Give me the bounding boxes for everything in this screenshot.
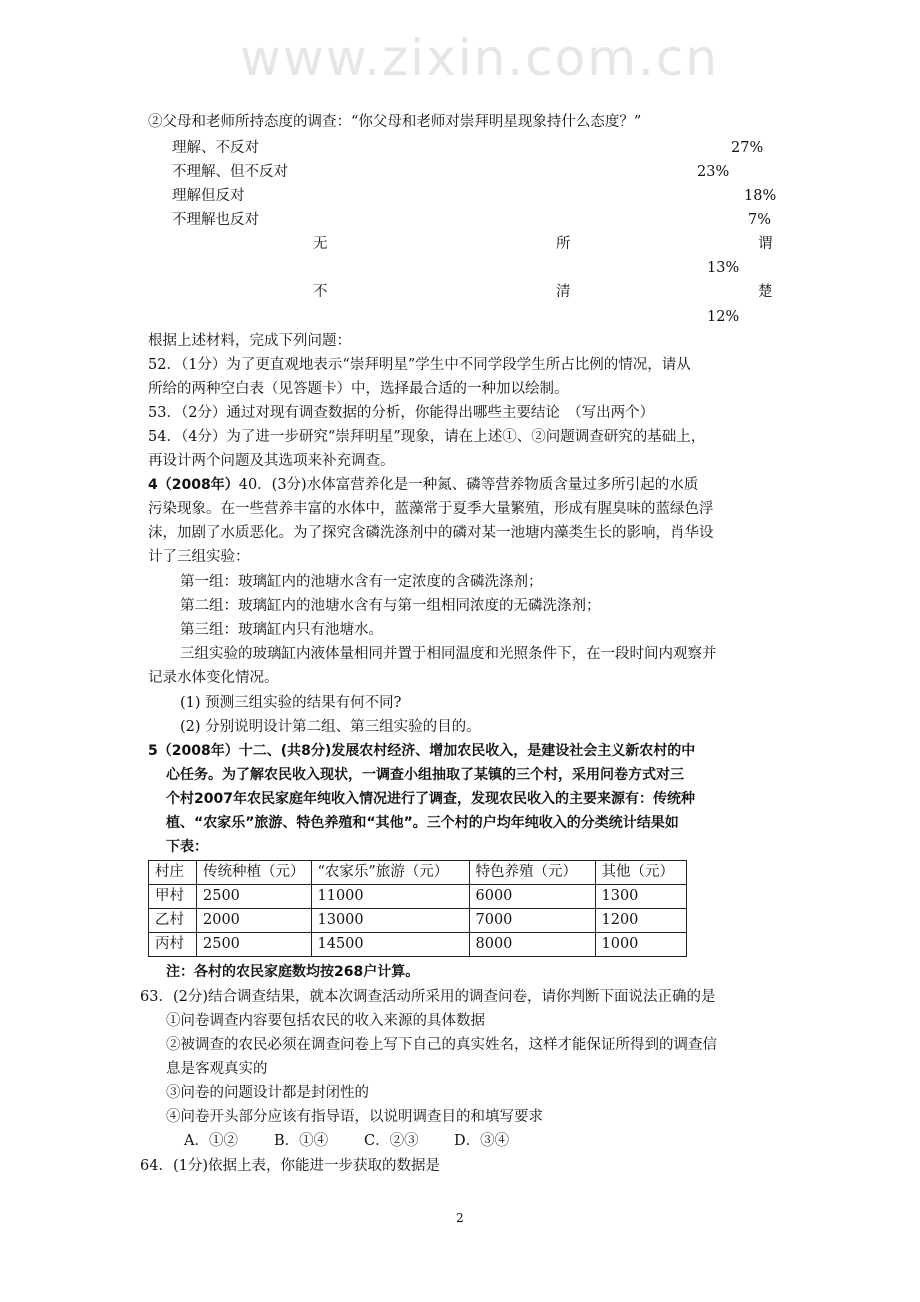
q63-stem: 63．(2分)结合调查结果，就本次调查活动所采用的调查问卷，请你判断下面说法正确的是 (140, 989, 716, 1005)
p4-line: 40．(3分)水体富营养化是一种氮、磷等营养物质含量过多所引起的水质 (238, 477, 699, 493)
p4-question: (2) 分别说明设计第二组、第三组实验的目的。 (180, 719, 481, 735)
q63-choice-a: A．①② (184, 1133, 238, 1149)
table-note: 注：各村的农民家庭数均按268户计算。 (166, 964, 420, 980)
p5-line: 植、“农家乐”旅游、特色养殖和“其他”。三个村的户均年纯收入的分类统计结果如 (166, 815, 679, 831)
table-cell: 1300 (595, 885, 686, 909)
p5-line: 心任务。为了解农民收入现状，一调查小组抽取了某镇的三个村，采用问卷方式对三 (166, 767, 684, 783)
q64: 64．(1分)依据上表，你能进一步获取的数据是 (140, 1158, 440, 1174)
p4-line: 沫，加剧了水质恶化。为了探究含磷洗涤剂中的磷对某一池塘内藻类生长的影响，肖华设 (148, 525, 714, 541)
table-header: 村庄 (149, 861, 197, 885)
table-header: 特色养殖（元） (469, 861, 595, 885)
option-label: 理解、不反对 (172, 140, 259, 156)
option-pct: 18% (744, 188, 777, 204)
option-label: 不理解、但不反对 (172, 164, 288, 180)
p4-question: (1) 预测三组实验的结果有何不同? (180, 695, 402, 711)
table-cell: 乙村 (149, 909, 197, 933)
table-cell: 2500 (197, 885, 312, 909)
table-cell: 甲村 (149, 885, 197, 909)
watermark: www.zixin.com.cn (240, 29, 720, 87)
option-char: 无 (313, 236, 328, 252)
table-header: “农家乐”旅游（元） (311, 861, 469, 885)
q63-choice-c: C．②③ (364, 1133, 419, 1149)
q63-item: ③问卷的问题设计都是封闭性的 (166, 1085, 369, 1101)
p4-group: 第二组：玻璃缸内的池塘水含有与第一组相同浓度的无磷洗涤剂； (180, 598, 601, 614)
option-pct: 13% (707, 260, 740, 276)
p4-cond: 记录水体变化情况。 (148, 670, 279, 686)
option-char: 清 (556, 284, 571, 300)
option-label: 不理解也反对 (172, 212, 259, 228)
p4-line: 污染现象。在一些营养丰富的水体中，蓝藻常于夏季大量繁殖，形成有腥臭味的蓝绿色浮 (148, 501, 714, 517)
q54-line: 再设计两个问题及其选项来补充调查。 (148, 453, 395, 469)
q52-line: 所给的两种空白表（见答题卡）中，选择最合适的一种加以绘制。 (148, 381, 569, 397)
table-cell: 7000 (469, 909, 595, 933)
option-label: 理解但反对 (172, 188, 245, 204)
table-header-row (149, 861, 687, 885)
table-cell: 8000 (469, 933, 595, 957)
table-cell: 11000 (311, 885, 469, 909)
option-pct: 23% (697, 164, 730, 180)
p4-cond: 三组实验的玻璃缸内液体量相同并置于相同温度和光照条件下，在一段时间内观察并 (180, 646, 717, 662)
q52-line: 52．（1分）为了更直观地表示“崇拜明星”学生中不同学段学生所占比例的情况，请从 (148, 357, 691, 373)
table-cell: 丙村 (149, 933, 197, 957)
q63-item: ④问卷开头部分应该有指导语，以说明调查目的和填写要求 (166, 1109, 543, 1125)
table-row (149, 885, 687, 909)
q63-choice-b: B．①④ (274, 1133, 329, 1149)
option-char: 不 (313, 284, 328, 300)
table-cell: 2000 (197, 909, 312, 933)
option-pct: 12% (707, 309, 740, 325)
p4-group: 第三组：玻璃缸内只有池塘水。 (180, 622, 383, 638)
option-pct: 7% (748, 212, 772, 228)
p4-line: 计了三组实验： (148, 549, 250, 565)
table-header: 其他（元） (595, 861, 686, 885)
problem-4-label: 4（2008年） (148, 477, 239, 493)
p5-line: 个村2007年农民家庭年纯收入情况进行了调查，发现农民收入的主要来源有：传统种 (166, 791, 695, 807)
table-row (149, 909, 687, 933)
intro-text: 根据上述材料，完成下列问题： (148, 333, 351, 349)
option-char: 所 (556, 236, 571, 252)
table-cell: 6000 (469, 885, 595, 909)
table-cell: 1200 (595, 909, 686, 933)
income-table (148, 860, 687, 957)
table-cell: 13000 (311, 909, 469, 933)
page-number: 2 (456, 1211, 464, 1225)
q63-item: ①问卷调查内容要包括农民的收入来源的具体数据 (166, 1013, 485, 1029)
q63-choice-d: D．③④ (454, 1133, 510, 1149)
q63-item: 息是客观真实的 (166, 1061, 268, 1077)
table-header: 传统种植（元） (197, 861, 312, 885)
survey-title: ②父母和老师所持态度的调查：“你父母和老师对崇拜明星现象持什么态度？” (148, 114, 642, 130)
p5-line: 5（2008年）十二、(共8分)发展农村经济、增加农民收入，是建设社会主义新农村的中 (148, 743, 696, 759)
p4-group: 第一组：玻璃缸内的池塘水含有一定浓度的含磷洗涤剂； (180, 574, 543, 590)
table-row (149, 933, 687, 957)
table-cell: 1000 (595, 933, 686, 957)
q54-line: 54．（4分）为了进一步研究“崇拜明星”现象，请在上述①、②问题调查研究的基础上， (148, 429, 706, 445)
q63-item: ②被调查的农民必须在调查问卷上写下自己的真实姓名，这样才能保证所得到的调查信 (166, 1037, 717, 1053)
q53: 53．（2分）通过对现有调查数据的分析，你能得出哪些主要结论 （写出两个） (148, 405, 655, 421)
table-cell: 14500 (311, 933, 469, 957)
option-pct: 27% (731, 140, 764, 156)
option-char: 楚 (758, 284, 773, 300)
table-cell: 2500 (197, 933, 312, 957)
p5-line: 下表： (166, 839, 208, 855)
option-char: 谓 (758, 236, 773, 252)
